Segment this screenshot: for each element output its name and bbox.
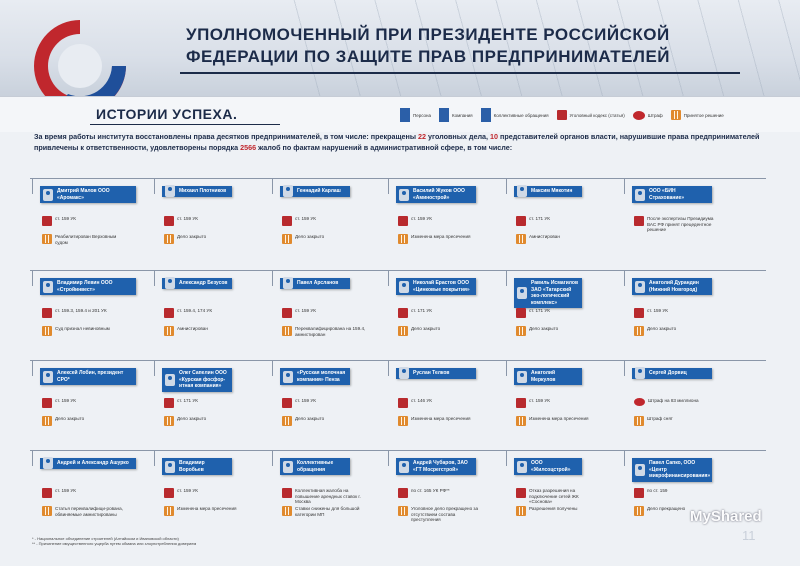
- story-card-title: [396, 458, 476, 475]
- story-card-title: [162, 186, 232, 197]
- story-card-name: Василий Жуков ООО «Аминострой»: [413, 188, 465, 201]
- story-card-text: Изменена мера пресечения: [177, 506, 237, 511]
- footnote-2: ** - Причинение имущественного ущерба путем обмана или злоупотребления доверием: [32, 541, 197, 546]
- decision-courthouse-icon: [164, 416, 174, 426]
- group-icon: [481, 108, 491, 122]
- person-icon: [399, 281, 409, 293]
- legend-item: [557, 110, 625, 120]
- story-card-name: Сергей Дорвиц: [649, 370, 687, 376]
- decision-courthouse-icon: [398, 416, 408, 426]
- decision-courthouse-icon: [634, 506, 644, 516]
- criminal-code-book-icon: [516, 398, 526, 408]
- card-corner-line: [32, 450, 33, 466]
- person-icon: [399, 189, 409, 201]
- person-icon: [400, 108, 410, 122]
- story-card-title: [396, 278, 476, 295]
- person-icon: [517, 287, 527, 299]
- decision-courthouse-icon: [516, 416, 526, 426]
- decision-courthouse-icon: [282, 506, 292, 516]
- card-corner-line: [506, 178, 507, 194]
- card-corner-line: [388, 178, 389, 194]
- story-card-title: [162, 458, 232, 475]
- story-card-row: [42, 308, 126, 318]
- person-icon: [517, 185, 527, 197]
- story-card-name: Андрей и Александр Ашурко: [57, 460, 129, 466]
- story-card-title: [280, 458, 350, 475]
- legend-item: [671, 110, 724, 120]
- story-card-row: [164, 506, 248, 516]
- decision-courthouse-icon: [516, 326, 526, 336]
- person-icon: [283, 461, 293, 473]
- story-card-name: Руслан Телков: [413, 370, 450, 376]
- decision-courthouse-icon: [164, 234, 174, 244]
- card-corner-line: [624, 450, 625, 466]
- intro-text: жалоб по фактам нарушений в административной сфере, в том числе:: [256, 142, 513, 152]
- story-card-row: [282, 326, 366, 337]
- person-icon: [165, 374, 175, 386]
- story-card-row: [398, 326, 482, 336]
- story-card-text: ст. 159 УК: [55, 398, 76, 403]
- story-card-row: [516, 234, 600, 244]
- person-icon: [283, 371, 293, 383]
- legend-label: Коллективные обращения: [493, 112, 549, 118]
- footnote-1: * - Национальное объединение строителей (Алтайском и Ивановской области): [32, 536, 179, 541]
- legend-label: Штраф: [647, 112, 663, 118]
- company-icon: [439, 108, 449, 122]
- story-card-title: [632, 278, 712, 295]
- decision-courthouse-icon: [398, 326, 408, 336]
- criminal-code-book-icon: [516, 308, 526, 318]
- story-card-text: Статья переквалифици-рована, обвиняемые амнистированы: [55, 506, 123, 517]
- decision-courthouse-icon: [282, 326, 292, 336]
- story-card-title: [162, 278, 232, 289]
- story-card-title: [280, 278, 350, 289]
- card-corner-line: [388, 270, 389, 286]
- person-icon: [635, 464, 645, 476]
- story-card-text: ст. 146 УК: [411, 398, 432, 403]
- story-card-row: [282, 488, 366, 505]
- story-card-row: [282, 308, 366, 318]
- story-card-text: по ст. 165 УК РФ**: [411, 488, 450, 493]
- criminal-code-book-icon: [516, 216, 526, 226]
- row-connector-line: [30, 360, 766, 361]
- story-card-text: ст. 171 УК: [529, 216, 550, 221]
- story-card-text: Изменена мера пресечения: [411, 234, 471, 239]
- card-corner-line: [272, 270, 273, 286]
- decision-courthouse-icon: [282, 234, 292, 244]
- story-card-text: ст. 159.3, 159.4 и 201 УК: [55, 308, 107, 313]
- subtitle-underline: [90, 124, 280, 125]
- story-card-text: Дело закрыто: [529, 326, 559, 331]
- section-subtitle: ИСТОРИИ УСПЕХА.: [96, 106, 238, 122]
- story-card-row: [516, 326, 600, 336]
- story-card-title: [40, 278, 136, 295]
- card-corner-line: [154, 178, 155, 194]
- decision-courthouse-icon: [634, 326, 644, 336]
- story-card-text: ст. 159 УК: [295, 308, 316, 313]
- story-card-row: [42, 488, 126, 498]
- decision-courthouse-icon: [671, 110, 681, 120]
- card-corner-line: [624, 270, 625, 286]
- card-corner-line: [624, 178, 625, 194]
- card-corner-line: [32, 178, 33, 194]
- decision-courthouse-icon: [282, 416, 292, 426]
- intro-number: 10: [490, 132, 499, 141]
- story-card-text: Суд признал невиновным: [55, 326, 110, 331]
- criminal-code-book-icon: [164, 398, 174, 408]
- story-card-text: ст. 171 УК: [529, 308, 550, 313]
- criminal-code-book-icon: [634, 216, 644, 226]
- story-card-row: [164, 326, 248, 336]
- card-corner-line: [272, 450, 273, 466]
- story-card-row: [398, 416, 482, 426]
- card-corner-line: [154, 360, 155, 376]
- decision-courthouse-icon: [398, 234, 408, 244]
- story-card-row: [398, 506, 482, 523]
- criminal-code-book-icon: [164, 488, 174, 498]
- story-card-row: [516, 506, 600, 516]
- story-card-name: ООО «Жилсоцстрой»: [531, 460, 571, 473]
- person-icon: [165, 277, 175, 289]
- story-card-row: [164, 308, 248, 318]
- person-icon: [517, 371, 527, 383]
- fine-purse-icon: [634, 398, 645, 406]
- story-card-title: [162, 368, 232, 392]
- fine-purse-icon: [633, 111, 645, 120]
- story-card-row: [398, 234, 482, 244]
- story-card-text: Отказ разрешения на подключение сетей ЖК «Соснова»: [529, 488, 579, 505]
- card-corner-line: [624, 360, 625, 376]
- criminal-code-book-icon: [42, 488, 52, 498]
- story-card-name: Алексей Лобин, президент СРО*: [57, 370, 124, 383]
- story-card-title: [632, 458, 712, 482]
- decision-courthouse-icon: [42, 416, 52, 426]
- person-icon: [43, 189, 53, 201]
- title-divider: [180, 72, 740, 74]
- decision-courthouse-icon: [634, 416, 644, 426]
- story-card-text: ст. 159 УК: [55, 216, 76, 221]
- story-card-text: Дело закрыто: [177, 416, 207, 421]
- story-card-text: ст. 159 УК: [55, 488, 76, 493]
- criminal-code-book-icon: [398, 308, 408, 318]
- criminal-code-book-icon: [42, 398, 52, 408]
- decision-courthouse-icon: [42, 326, 52, 336]
- story-card-text: Амнистирован: [177, 326, 208, 331]
- story-card-text: ст. 159 УК: [295, 216, 316, 221]
- story-card-title: [514, 458, 582, 475]
- legend: [400, 104, 724, 126]
- story-card-row: [164, 398, 248, 408]
- story-card-title: [280, 368, 350, 385]
- legend-item: [481, 108, 549, 122]
- person-icon: [165, 461, 175, 473]
- criminal-code-book-icon: [282, 398, 292, 408]
- card-corner-line: [388, 360, 389, 376]
- card-corner-line: [388, 450, 389, 466]
- story-card-row: [634, 326, 718, 336]
- person-icon: [635, 367, 645, 379]
- story-card-row: [516, 416, 600, 426]
- story-card-title: [514, 186, 582, 197]
- story-card-row: [164, 234, 248, 244]
- story-card-text: ст. 159.4, 174 УК: [177, 308, 213, 313]
- story-card-text: Штраф снят: [647, 416, 673, 421]
- story-card-text: Дело закрыто: [295, 234, 325, 239]
- story-card-text: ст. 159 УК: [411, 216, 432, 221]
- story-card-name: Дмитрий Малов ООО «Аромакс»: [57, 188, 110, 201]
- story-card-row: [42, 326, 126, 336]
- person-icon: [43, 457, 53, 469]
- story-card-name: Анатолий Меркулов: [531, 370, 556, 383]
- story-card-row: [42, 416, 126, 426]
- story-card-title: [280, 186, 350, 197]
- story-card-row: [516, 308, 600, 318]
- legend-label: Принятое решение: [683, 112, 724, 118]
- criminal-code-book-icon: [282, 308, 292, 318]
- person-icon: [399, 461, 409, 473]
- criminal-code-book-icon: [164, 308, 174, 318]
- story-card-title: [632, 186, 712, 203]
- story-card-title: [514, 278, 582, 308]
- legend-label: Компания: [452, 112, 473, 118]
- story-card-row: [516, 216, 600, 226]
- story-card-title: [632, 368, 712, 379]
- story-card-text: ст. 159 УК: [177, 488, 198, 493]
- story-card-row: [398, 398, 482, 408]
- story-card-row: [164, 416, 248, 426]
- person-icon: [165, 185, 175, 197]
- story-card-text: Дело закрыто: [177, 234, 207, 239]
- criminal-code-book-icon: [634, 308, 644, 318]
- story-card-row: [42, 398, 126, 408]
- card-corner-line: [272, 178, 273, 194]
- story-card-name: Равиль Исмагилов ЗАО «Татарский эко-логический комплекс»: [531, 280, 579, 306]
- row-connector-line: [30, 450, 766, 451]
- story-card-name: Анатолий Дурандин (Нижний Новгород): [649, 280, 699, 293]
- footnotes: [32, 536, 196, 546]
- card-corner-line: [272, 360, 273, 376]
- criminal-code-book-icon: [634, 488, 644, 498]
- story-card-text: Разрешения получены: [529, 506, 578, 511]
- decision-courthouse-icon: [398, 506, 408, 516]
- legend-item: [633, 111, 663, 120]
- intro-text: За время работы института восстановлены права десятков предпринимателей, в том числе: прекращены: [34, 132, 419, 141]
- card-corner-line: [154, 270, 155, 286]
- story-card-name: Владимир Левин ООО «Стройинвест»: [57, 280, 113, 293]
- criminal-code-book-icon: [516, 488, 526, 498]
- intro-text: уголовных дела,: [426, 132, 491, 141]
- legend-label: Уголовный кодекс (статья): [569, 112, 625, 118]
- person-icon: [43, 371, 53, 383]
- story-card-row: [42, 234, 126, 245]
- story-card-row: [164, 488, 248, 498]
- story-card-title: [514, 368, 582, 385]
- story-card-name: Александр Безусов: [179, 280, 228, 286]
- person-icon: [635, 281, 645, 293]
- legend-item: [400, 108, 431, 122]
- intro-number: 22: [418, 132, 427, 141]
- story-card-text: Ставки снижены для большой категории МП: [295, 506, 360, 517]
- decision-courthouse-icon: [164, 506, 174, 516]
- decision-courthouse-icon: [42, 234, 52, 244]
- card-corner-line: [32, 270, 33, 286]
- person-icon: [517, 461, 527, 473]
- story-card-text: Изменена мера пресечения: [529, 416, 589, 421]
- story-card-name: «Русская молочная компания» Пенза: [297, 370, 346, 383]
- row-connector-line: [30, 178, 766, 179]
- person-icon: [399, 367, 409, 379]
- story-card-text: ст. 159 УК: [529, 398, 550, 403]
- story-card-text: ст. 159 УК: [295, 398, 316, 403]
- story-card-name: Максим Мякотин: [531, 188, 573, 194]
- story-card-row: [516, 398, 600, 408]
- story-card-text: ст. 159 УК: [647, 308, 668, 313]
- story-card-text: ст. 171 УК: [411, 308, 432, 313]
- criminal-code-book-icon: [282, 488, 292, 498]
- story-card-text: Дело закрыто: [55, 416, 85, 421]
- page-number: 11: [742, 528, 756, 543]
- title-line-2: ФЕДЕРАЦИИ ПО ЗАЩИТЕ ПРАВ ПРЕДПРИНИМАТЕЛЕЙ: [186, 47, 670, 66]
- story-card-title: [40, 458, 136, 469]
- watermark: MyShared: [690, 508, 762, 525]
- story-card-text: Дело закрыто: [647, 326, 677, 331]
- legend-item: [439, 108, 473, 122]
- story-card-text: Амнистирован: [529, 234, 560, 239]
- story-card-row: [634, 216, 718, 233]
- intro-number: 2566: [240, 142, 257, 152]
- intro-paragraph: [34, 132, 774, 153]
- criminal-code-book-icon: [282, 216, 292, 226]
- story-card-name: Геннадий Карлаш: [297, 188, 341, 194]
- decision-courthouse-icon: [42, 506, 52, 516]
- story-card-row: [282, 416, 366, 426]
- decision-courthouse-icon: [516, 234, 526, 244]
- story-card-row: [42, 216, 126, 226]
- story-card-name: Павел Арсланов: [297, 280, 339, 286]
- row-connector-line: [30, 270, 766, 271]
- story-card-name: ООО «БИН Страхование»: [649, 188, 685, 201]
- story-card-row: [282, 398, 366, 408]
- criminal-code-book-icon: [42, 308, 52, 318]
- story-card-text: Дело закрыто: [295, 416, 325, 421]
- story-card-row: [42, 506, 126, 517]
- story-card-text: Переквалифицирована на 159.4, амнистирован: [295, 326, 366, 337]
- criminal-code-book-icon: [557, 110, 567, 120]
- story-card-name: Олег Сапелин ООО «Курская фосфор-итная компания»: [179, 370, 227, 389]
- criminal-code-book-icon: [398, 216, 408, 226]
- story-card-row: [164, 216, 248, 226]
- card-corner-line: [154, 450, 155, 466]
- card-corner-line: [506, 450, 507, 466]
- story-card-name: Коллективные обращения: [297, 460, 334, 473]
- story-card-text: Изменена мера пресечения: [411, 416, 471, 421]
- story-card-row: [282, 234, 366, 244]
- story-card-row: [282, 506, 366, 517]
- story-card-row: [398, 216, 482, 226]
- card-corner-line: [32, 360, 33, 376]
- story-card-text: После экспертизы Президиума ВАС РФ принят прецедентное решение: [647, 216, 714, 233]
- criminal-code-book-icon: [398, 398, 408, 408]
- story-card-title: [40, 368, 136, 385]
- story-card-title: [396, 186, 476, 203]
- card-corner-line: [506, 360, 507, 376]
- story-card-text: Реабилитирован Верховным судом: [55, 234, 117, 245]
- card-corner-line: [506, 270, 507, 286]
- decision-courthouse-icon: [516, 506, 526, 516]
- story-card-row: [634, 398, 718, 406]
- title-line-1: УПОЛНОМОЧЕННЫЙ ПРИ ПРЕЗИДЕНТЕ РОССИЙСКОЙ: [186, 25, 670, 44]
- story-card-text: Дело прекращено: [647, 506, 686, 511]
- criminal-code-book-icon: [42, 216, 52, 226]
- story-card-text: Дело закрыто: [411, 326, 441, 331]
- person-icon: [283, 185, 293, 197]
- person-icon: [635, 189, 645, 201]
- story-card-row: [634, 416, 718, 426]
- story-card-row: [398, 308, 482, 318]
- story-card-row: [398, 488, 482, 498]
- person-icon: [43, 281, 53, 293]
- story-card-row: [516, 488, 600, 505]
- story-card-text: Коллективная жалоба на повышение арендных ставок г. Москва: [295, 488, 361, 505]
- story-card-row: [634, 308, 718, 318]
- decision-courthouse-icon: [164, 326, 174, 336]
- person-icon: [283, 277, 293, 289]
- page-title: [186, 24, 670, 68]
- criminal-code-book-icon: [398, 488, 408, 498]
- story-card-row: [282, 216, 366, 226]
- story-card-text: Штраф на 83 миллиона: [648, 398, 699, 403]
- story-card-text: Уголовное дело прекращено за отсутствием состава преступления: [411, 506, 479, 523]
- story-card-name: Павел Сапко, ООО «Центр микрофинансирования»: [649, 460, 711, 479]
- story-card-row: [634, 488, 718, 498]
- story-card-name: Николай Ерастов ООО «Цинковые покрытия»: [413, 280, 470, 293]
- intro-text: представителей органов власти, нарушившие права предпринимателей привлечены к ответственности, удовлетворены порядка: [34, 132, 760, 152]
- story-card-text: по ст. 159: [647, 488, 668, 493]
- story-card-title: [396, 368, 476, 379]
- story-card-text: ст. 159 УК: [177, 216, 198, 221]
- legend-label: Персона: [413, 112, 432, 118]
- story-card-text: ст. 171 УК: [177, 398, 198, 403]
- band-divider: [0, 96, 800, 97]
- criminal-code-book-icon: [164, 216, 174, 226]
- story-card-name: Андрей Чубаров, ЗАО «ГТ Мосрегстрой»: [413, 460, 468, 473]
- story-card-name: Михаил Плотников: [179, 188, 227, 194]
- story-card-title: [40, 186, 136, 203]
- story-card-name: Владимир Воробьев: [179, 460, 205, 473]
